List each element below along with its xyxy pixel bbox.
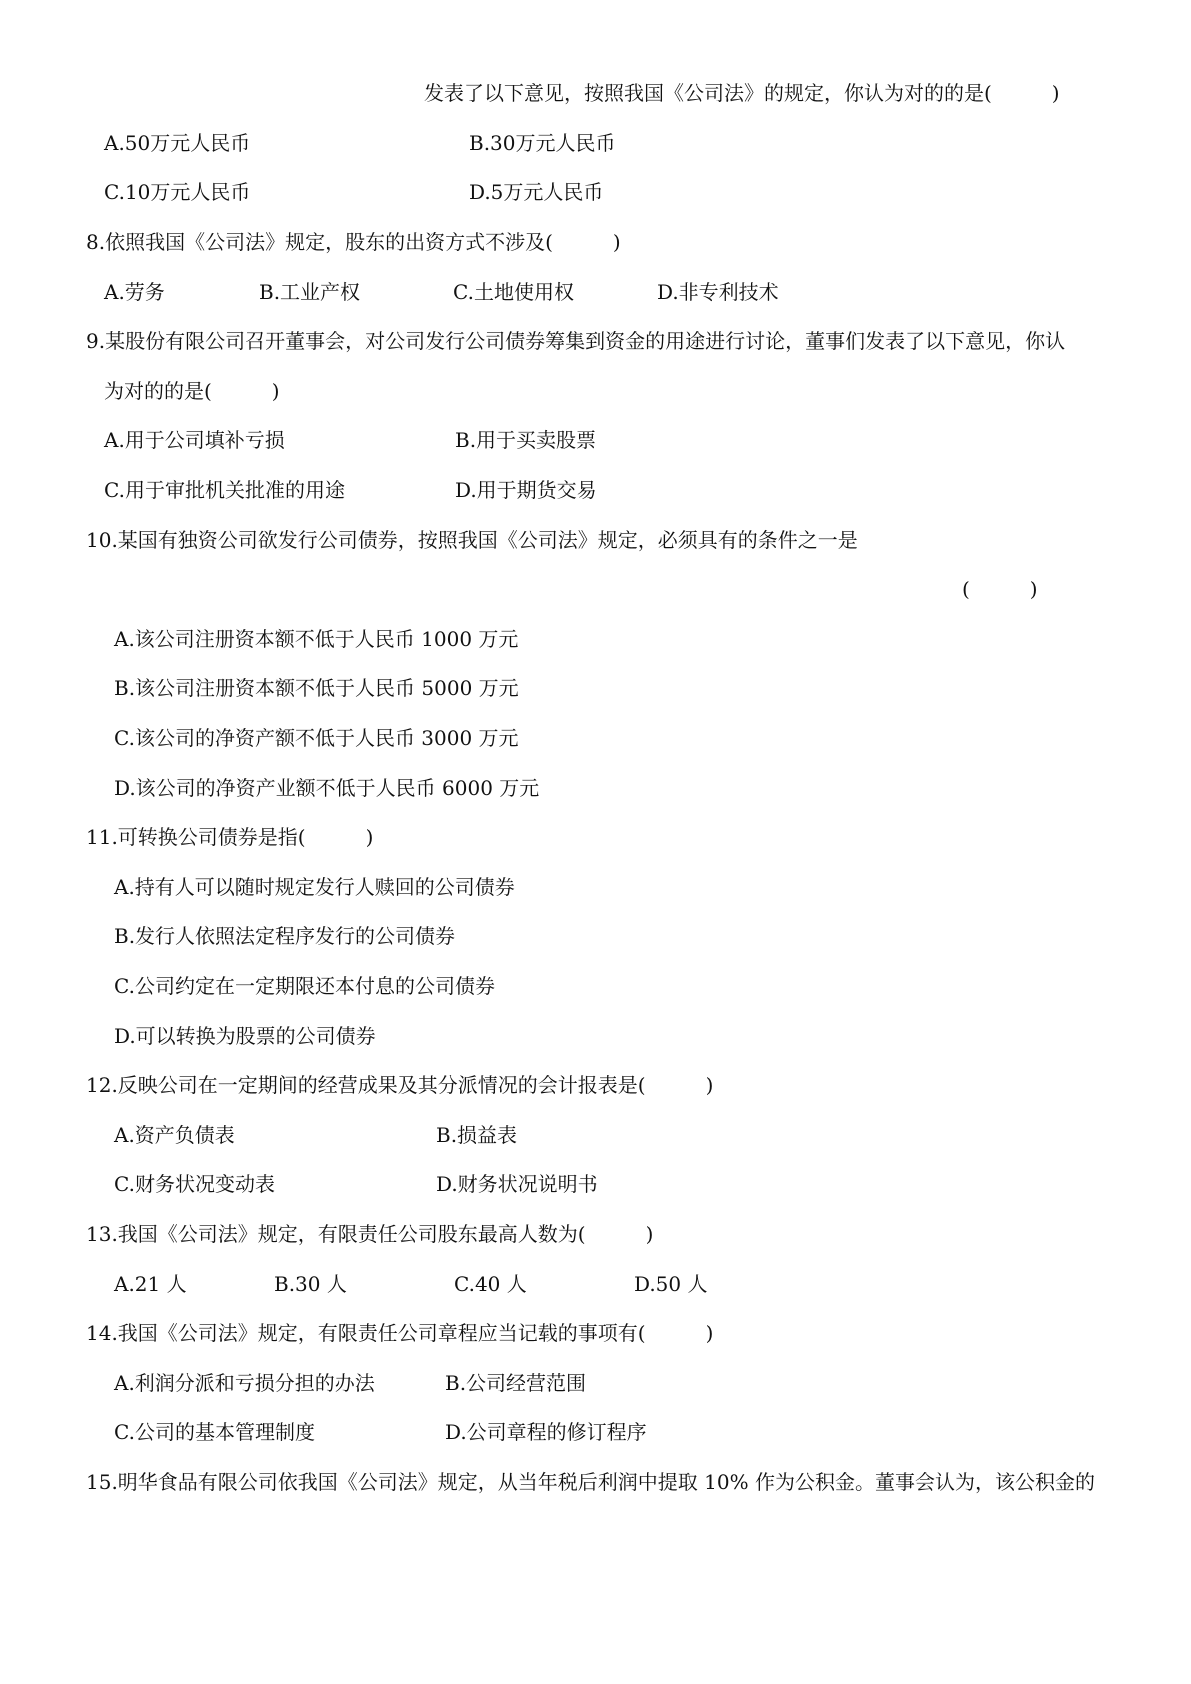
q11-option-d: D.可以转换为股票的公司债券 bbox=[114, 1024, 376, 1048]
q10-option-d: D.该公司的净资产业额不低于人民币 6000 万元 bbox=[114, 776, 540, 800]
q14-option-c: C.公司的基本管理制度 bbox=[114, 1420, 315, 1444]
q13-option-c: C.40 人 bbox=[454, 1272, 527, 1296]
question-9-line-2: 为对的的是( ) bbox=[104, 379, 280, 403]
q10-option-b: B.该公司注册资本额不低于人民币 5000 万元 bbox=[114, 676, 519, 700]
question-15: 15.明华食品有限公司依我国《公司法》规定，从当年税后利润中提取 10% 作为公积金。董事会认为，该公积金的 bbox=[86, 1470, 1095, 1494]
q7-continuation: 发表了以下意见，按照我国《公司法》的规定，你认为对的的是( ) bbox=[424, 81, 1060, 105]
q9-option-b: B.用于买卖股票 bbox=[455, 428, 597, 452]
q13-option-d: D.50 人 bbox=[634, 1272, 708, 1296]
question-12: 12.反映公司在一定期间的经营成果及其分派情况的会计报表是( ) bbox=[86, 1073, 714, 1097]
q11-option-c: C.公司约定在一定期限还本付息的公司债券 bbox=[114, 974, 495, 998]
question-9-line-1: 9.某股份有限公司召开董事会，对公司发行公司债券筹集到资金的用途进行讨论，董事们发表了以下意见，你认 bbox=[86, 329, 1066, 353]
q9-option-a: A.用于公司填补亏损 bbox=[104, 428, 285, 452]
q14-option-b: B.公司经营范围 bbox=[445, 1371, 587, 1395]
question-14: 14.我国《公司法》规定，有限责任公司章程应当记载的事项有( ) bbox=[86, 1321, 714, 1345]
q12-option-a: A.资产负债表 bbox=[114, 1123, 235, 1147]
q14-option-a: A.利润分派和亏损分担的办法 bbox=[114, 1371, 375, 1395]
q12-option-b: B.损益表 bbox=[436, 1123, 518, 1147]
q11-option-a: A.持有人可以随时规定发行人赎回的公司债券 bbox=[114, 875, 515, 899]
q8-option-b: B.工业产权 bbox=[259, 280, 361, 304]
question-8: 8.依照我国《公司法》规定，股东的出资方式不涉及( ) bbox=[86, 230, 621, 254]
question-10-answer-paren: ( ) bbox=[962, 577, 1038, 601]
q9-option-d: D.用于期货交易 bbox=[455, 478, 597, 502]
q8-option-c: C.土地使用权 bbox=[453, 280, 574, 304]
q12-option-c: C.财务状况变动表 bbox=[114, 1172, 275, 1196]
q7-option-a: A.50万元人民币 bbox=[104, 131, 251, 155]
q8-option-d: D.非专利技术 bbox=[657, 280, 779, 304]
question-10: 10.某国有独资公司欲发行公司债券，按照我国《公司法》规定，必须具有的条件之一是 bbox=[86, 528, 858, 552]
q7-option-b: B.30万元人民币 bbox=[469, 131, 616, 155]
q9-option-c: C.用于审批机关批准的用途 bbox=[104, 478, 345, 502]
q7-option-c: C.10万元人民币 bbox=[104, 180, 251, 204]
q10-option-c: C.该公司的净资产额不低于人民币 3000 万元 bbox=[114, 726, 519, 750]
q13-option-b: B.30 人 bbox=[274, 1272, 347, 1296]
q8-option-a: A.劳务 bbox=[104, 280, 165, 304]
question-13: 13.我国《公司法》规定，有限责任公司股东最高人数为( ) bbox=[86, 1222, 654, 1246]
q12-option-d: D.财务状况说明书 bbox=[436, 1172, 598, 1196]
q10-option-a: A.该公司注册资本额不低于人民币 1000 万元 bbox=[114, 627, 519, 651]
q7-option-d: D.5万元人民币 bbox=[469, 180, 604, 204]
question-11: 11.可转换公司债券是指( ) bbox=[86, 825, 374, 849]
q13-option-a: A.21 人 bbox=[114, 1272, 187, 1296]
q11-option-b: B.发行人依照法定程序发行的公司债券 bbox=[114, 924, 456, 948]
q14-option-d: D.公司章程的修订程序 bbox=[445, 1420, 647, 1444]
